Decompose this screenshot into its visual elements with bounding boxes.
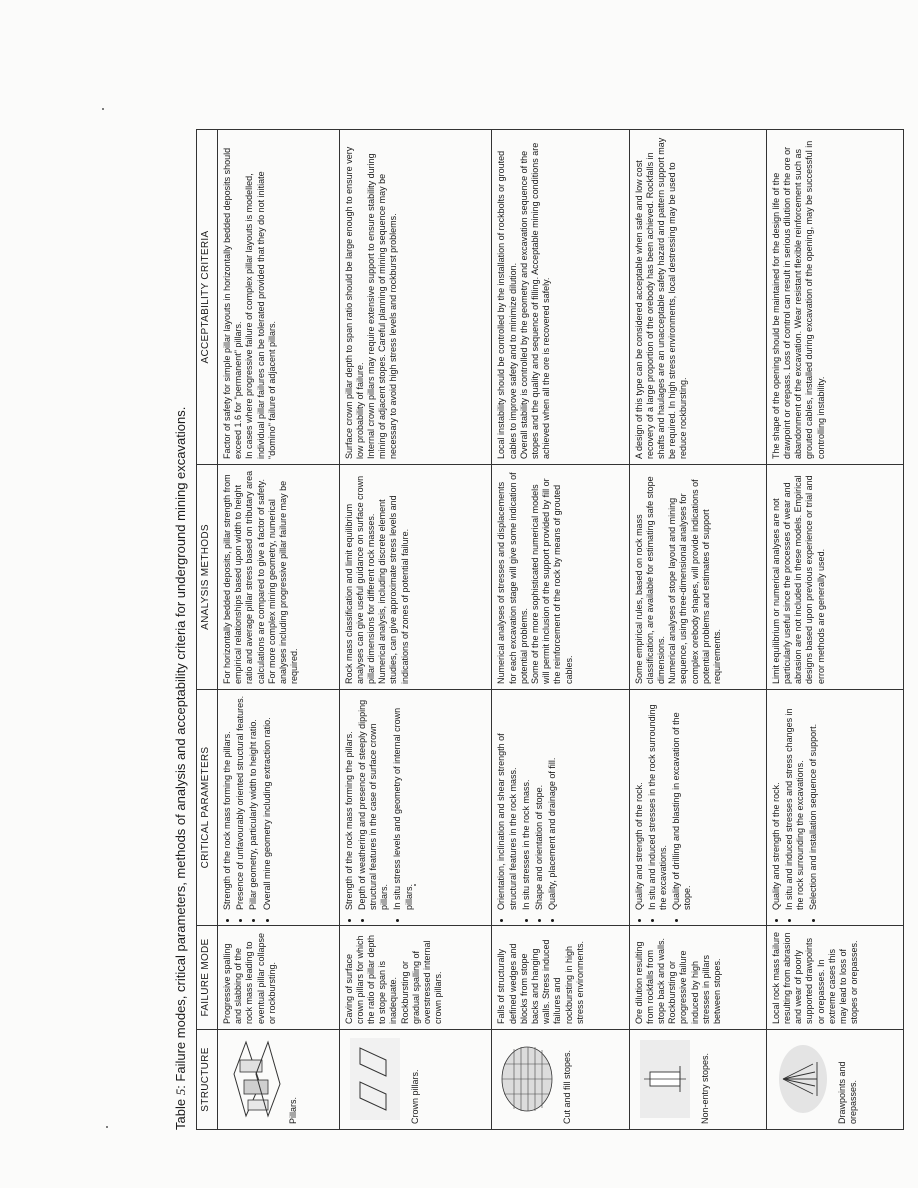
parameter-item: • Strength of the rock mass forming the pillars. bbox=[344, 695, 355, 910]
parameter-item: • Quality, placement and drainage of fill. bbox=[547, 695, 558, 910]
structure-name: Cut and fill stopes. bbox=[562, 1049, 573, 1124]
analysis-cell: For horizontally bedded deposits, pillar strength from empirical relationships based upon width to height ratio and average pillar stress based on tributary area calculations are compared to give a factor of safety. For more complex mining geometry, numerical analyses including progressive pillar failure may be required. bbox=[218, 465, 340, 690]
parameter-item: • Quality and strength of the rock. bbox=[634, 695, 645, 910]
parameter-item: • Quality of drilling and blasting in excavation of the stope. bbox=[671, 695, 693, 910]
structure-cell bbox=[218, 1030, 340, 1130]
parameter-item: • Shape and orientation of stope. bbox=[534, 695, 545, 910]
parameter-item: • Strength of the rock mass forming the pillars. bbox=[222, 695, 233, 910]
criteria-cell: Surface crown pillar depth to span ratio should be large enough to ensure very low probability of failure. Internal crown pillars may require extensive support to ensure stability during mining of adjacent stopes. Careful planning of mining sequence may be necessary to avoid high stress levels and rockburst problems. bbox=[339, 130, 492, 465]
scan-speck bbox=[106, 1126, 108, 1128]
header-critical-parameters: CRITICAL PARAMETERS bbox=[197, 690, 218, 926]
header-acceptability-criteria: ACCEPTABILITY CRITERIA bbox=[197, 130, 218, 465]
caption-number: 5 bbox=[173, 1088, 188, 1096]
parameter-item: • In situ and induced stresses and stress changes in the rock surrounding the excavations. bbox=[784, 695, 806, 910]
criteria-cell: Local instability should be controlled by the installation of rockbolts or grouted cables to improve safety and to minimize dilution. Overall stability is controlled by the geometry and excavation sequence of the stopes and the quality and sequence of filling. Acceptable mining conditions are achieved when all the ore is recovered safely. bbox=[492, 130, 629, 465]
structure-name: Drawpoints and orepasses. bbox=[836, 1061, 858, 1124]
analysis-cell: Rock mass classification and limit equilibrium analyses can give useful guidance on surface crown pillar dimensions for different rock masses. Numerical analysis, including discrete element studies, can give approximate stress levels and indications of zones of potential failure. bbox=[339, 465, 492, 690]
parameters-cell bbox=[218, 690, 340, 926]
analysis-cell: Numerical analyses of stresses and displacements for each excavation stage will give some indication of potential problems. Some of the more sophisticated numerical models will permit inclusion of the support provided by fill or the reinforcement of the rock by means of grouted cables. bbox=[492, 465, 629, 690]
parameters-cell bbox=[339, 690, 492, 926]
parameter-item: • Pillar geometry, particularly width to height ratio. bbox=[248, 695, 259, 910]
parameter-item: • In situ stresses in the rock mass. bbox=[521, 695, 532, 910]
non-entry-stopes-sketch-icon bbox=[636, 1034, 694, 1124]
rotated-document bbox=[170, 130, 910, 1130]
table-caption bbox=[170, 130, 192, 1130]
parameters-cell bbox=[492, 690, 629, 926]
header-structure: STRUCTURE bbox=[197, 1030, 218, 1130]
structure-cell bbox=[339, 1030, 492, 1130]
cut-and-fill-stopes-sketch-icon bbox=[498, 1034, 556, 1124]
crown-pillars-sketch-icon bbox=[346, 1034, 404, 1124]
analysis-cell: Some empirical rules, based on rock mass classification, are available for estimating safe stope dimensions. Numerical analyses of stope layout and mining sequence, using three-dimensional analyses for complex orebody shapes, will provide indications of potential problems and estimates of support requirements. bbox=[629, 465, 766, 690]
parameter-item: • In situ and induced stresses in the rock surrounding the excavations. bbox=[647, 695, 669, 910]
drawpoints-sketch-icon bbox=[773, 1034, 831, 1124]
criteria-cell: A design of this type can be considered acceptable when safe and low cost recovery of a large proportion of the orebody has been achieved. Rockfalls in shafts and haulages are an unacceptable safety hazard and pattern support may be required. In high stress environments, local destressing may be used to reduce rockbursting. bbox=[629, 130, 766, 465]
pillars-sketch-icon bbox=[224, 1034, 282, 1124]
failure-mode-cell: Local rock mass failure resulting from abrasion and wear of poorly supported drawpoints or orepasses. In extreme cases this may lead to loss of stopes or orepasses. bbox=[766, 926, 903, 1030]
header-failure-mode: FAILURE MODE bbox=[197, 926, 218, 1030]
criteria-cell: The shape of the opening should be maintained for the design life of the drawpoint or orepass. Loss of control can result in serious dilution of the ore or abandonment of the excavation. Wear resistant flexible reinforcement such as grouted cables, installed during excavation of the opening, may be successful in controlling instability. bbox=[766, 130, 903, 465]
parameters-cell bbox=[629, 690, 766, 926]
table-row bbox=[339, 130, 492, 1130]
scan-speck bbox=[102, 108, 104, 110]
table-row bbox=[492, 130, 629, 1130]
parameter-item: • Quality and strength of the rock. bbox=[771, 695, 782, 910]
structure-cell bbox=[629, 1030, 766, 1130]
parameter-item: • Depth of weathering and presence of steeply dipping structural features in the case of surface crown pillars. bbox=[357, 695, 391, 910]
failure-mode-cell: Caving of surface crown pillars for which the ratio of pillar depth to stope span is inadequate. Rockbursting or gradual spalling of overstressed internal crown pillars. bbox=[339, 926, 492, 1030]
parameter-item: • Orientation, inclination and shear strength of structural features in the rock mass. bbox=[496, 695, 518, 910]
failure-modes-table bbox=[196, 129, 904, 1130]
structure-name: Non-entry stopes. bbox=[699, 1052, 710, 1124]
structure-name: Pillars. bbox=[288, 1096, 298, 1124]
structure-cell bbox=[492, 1030, 629, 1130]
failure-mode-cell: Ore dilution resulting from rockfalls from stope back and walls. Rockbursting or progressive failure induced by high stresses in pillars between stopes. bbox=[629, 926, 766, 1030]
header-analysis-methods: ANALYSIS METHODS bbox=[197, 465, 218, 690]
failure-mode-cell: Progressive spalling and slabbing of the rock mass leading to eventual pillar collapse or rockbursting. bbox=[218, 926, 340, 1030]
parameters-cell bbox=[766, 690, 903, 926]
criteria-cell: Factor of safety for simple pillar layouts in horizontally bedded deposits should exceed 1.6 for "permanent" pillars. In cases where progressive failure of complex pillar layouts is modelled, individual pillar failures can be tolerated provided that they do not initiate "domino" failure of adjacent pillars. bbox=[218, 130, 340, 465]
header-row bbox=[197, 130, 218, 1130]
parameter-item: • In situ stress levels and geometry of internal crown pillars. bbox=[392, 695, 414, 910]
parameter-item: • Overall mine geometry including extraction ratio. bbox=[262, 695, 273, 910]
table-row bbox=[629, 130, 766, 1130]
structure-cell bbox=[766, 1030, 903, 1130]
structure-name: Crown pillars. bbox=[409, 1069, 420, 1124]
table-row bbox=[218, 130, 340, 1130]
caption-prefix: Table bbox=[173, 1098, 188, 1130]
parameter-item: • Selection and installation sequence of support. bbox=[808, 695, 819, 910]
caption-text: : Failure modes, critical parameters, methods of analysis and acceptability criteria for underground mining excavations. bbox=[173, 406, 188, 1089]
parameter-item: • Presence of unfavourably oriented structural features. bbox=[235, 695, 246, 910]
analysis-cell: Limit equilibrium or numerical analyses are not particularly useful since the processes of wear and abrasion are not included in these models. Empirical designs based upon previous experience or trial and error methods are generally used. bbox=[766, 465, 903, 690]
table-row bbox=[766, 130, 903, 1130]
failure-mode-cell: Falls of structurally defined wedges and blocks from stope backs and hanging walls. Stress induced failures and rockbursting in high stress environments. bbox=[492, 926, 629, 1030]
